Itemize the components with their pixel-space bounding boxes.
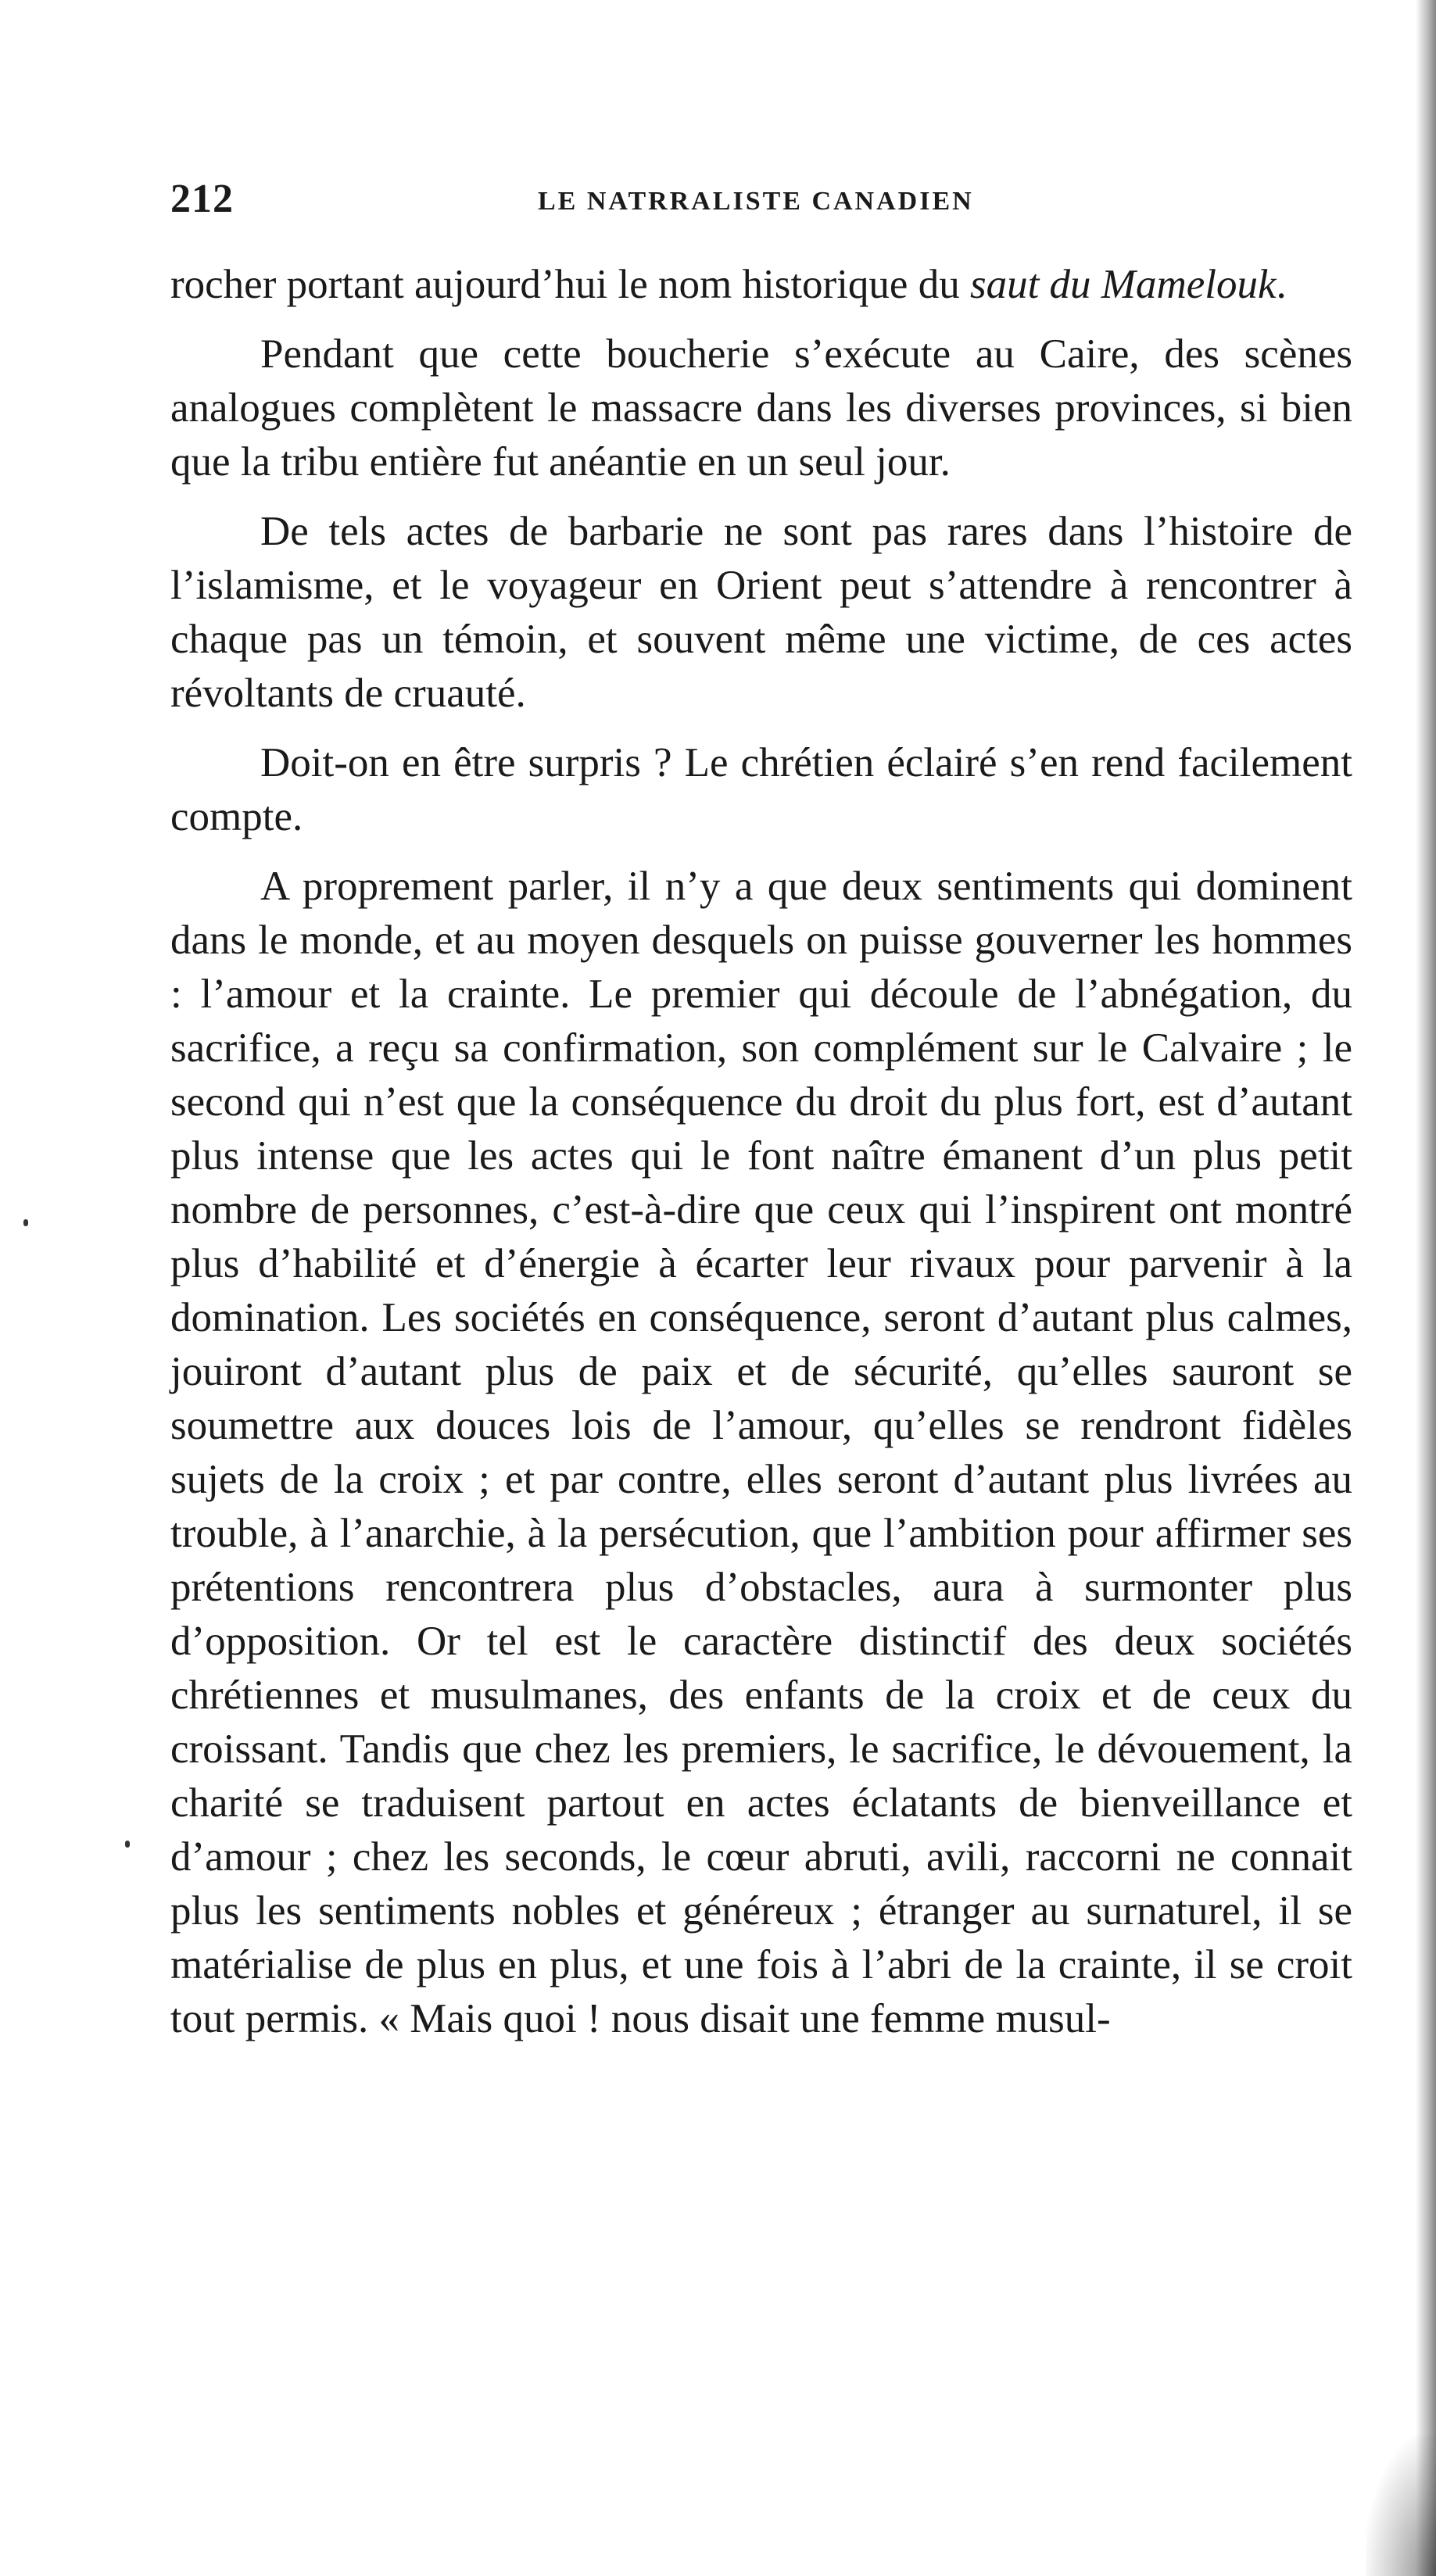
page-header <box>170 176 1374 231</box>
running-title: LE NATRRALISTE CANADIEN <box>538 187 974 216</box>
paragraph: Pendant que cette boucherie s’exécute au Caire, des scènes analogues complètent le massacre dans les diverses provinces, si bien que la tribu entière fut anéantie en un seul jour. <box>170 331 1352 485</box>
paragraph-text: rocher portant aujourd’hui le nom historique du <box>170 262 970 307</box>
scan-speck <box>125 1841 130 1848</box>
scan-shadow-edge <box>1416 0 1436 2576</box>
paragraph: Doit-on en être surpris ? Le chrétien éclairé s’en rend facilement compte. <box>170 740 1352 839</box>
body-text <box>170 258 1352 2062</box>
page-number: 212 <box>170 177 234 221</box>
paragraph-punctuation: . <box>1276 262 1287 307</box>
italic-place-name: saut du Mamelouk <box>969 262 1277 307</box>
paragraph: De tels actes de barbarie ne sont pas rares dans l’histoire de l’islamisme, et le voyageur en Orient peut s’attendre à rencontrer à chaque pas un témoin, et souvent même une victime, de ces actes révoltants de cruauté. <box>170 509 1352 716</box>
scan-speck <box>23 1219 28 1226</box>
scan-shadow-corner <box>1366 2435 1436 2576</box>
paragraph: A proprement parler, il n’y a que deux sentiments qui dominent dans le monde, et au moyen desquels on puisse gouverner les hommes : l’amour et la crainte. Le premier qui découle de l’abnégation, du sacrifice, a reçu sa confirmation, son complément sur le Calvaire ; le second qui n’est que la conséquence du droit du plus fort, est d’autant plus intense que les actes qui le font naître émanent d’un plus petit nombre de personnes, c’est-à-dire que ceux qui l’inspirent ont montré plus d’habilité et d’énergie à écarter leur rivaux pour parvenir à la domination. Les sociétés en conséquence, seront d’autant plus calmes, jouiront d’autant plus de paix et de sécurité, qu’elles sauront se soumettre aux douces lois de l’amour, qu’elles se rendront fidèles sujets de la croix ; et par contre, elles seront d’autant plus livrées au trouble, à l’anarchie, à la persécution, que l’ambition pour affirmer ses prétentions rencontrera plus d’obstacles, aura à surmonter plus d’opposition. Or tel est le caractère distinctif des deux sociétés chrétiennes et musulmanes, des enfants de la croix et de ceux du croissant. Tandis que chez les premiers, le sacrifice, le dévouement, la charité se traduisent partout en actes éclatants de bienveillance et d’amour ; chez les seconds, le cœur abruti, avili, raccorni ne connait plus les sentiments nobles et généreux ; étranger au surnaturel, il se matérialise de plus en plus, et une fois à l’abri de la crainte, il se croit tout permis. « Mais quoi ! nous disait une femme musul- <box>170 864 1352 2041</box>
paragraph-continuation <box>170 258 1352 312</box>
